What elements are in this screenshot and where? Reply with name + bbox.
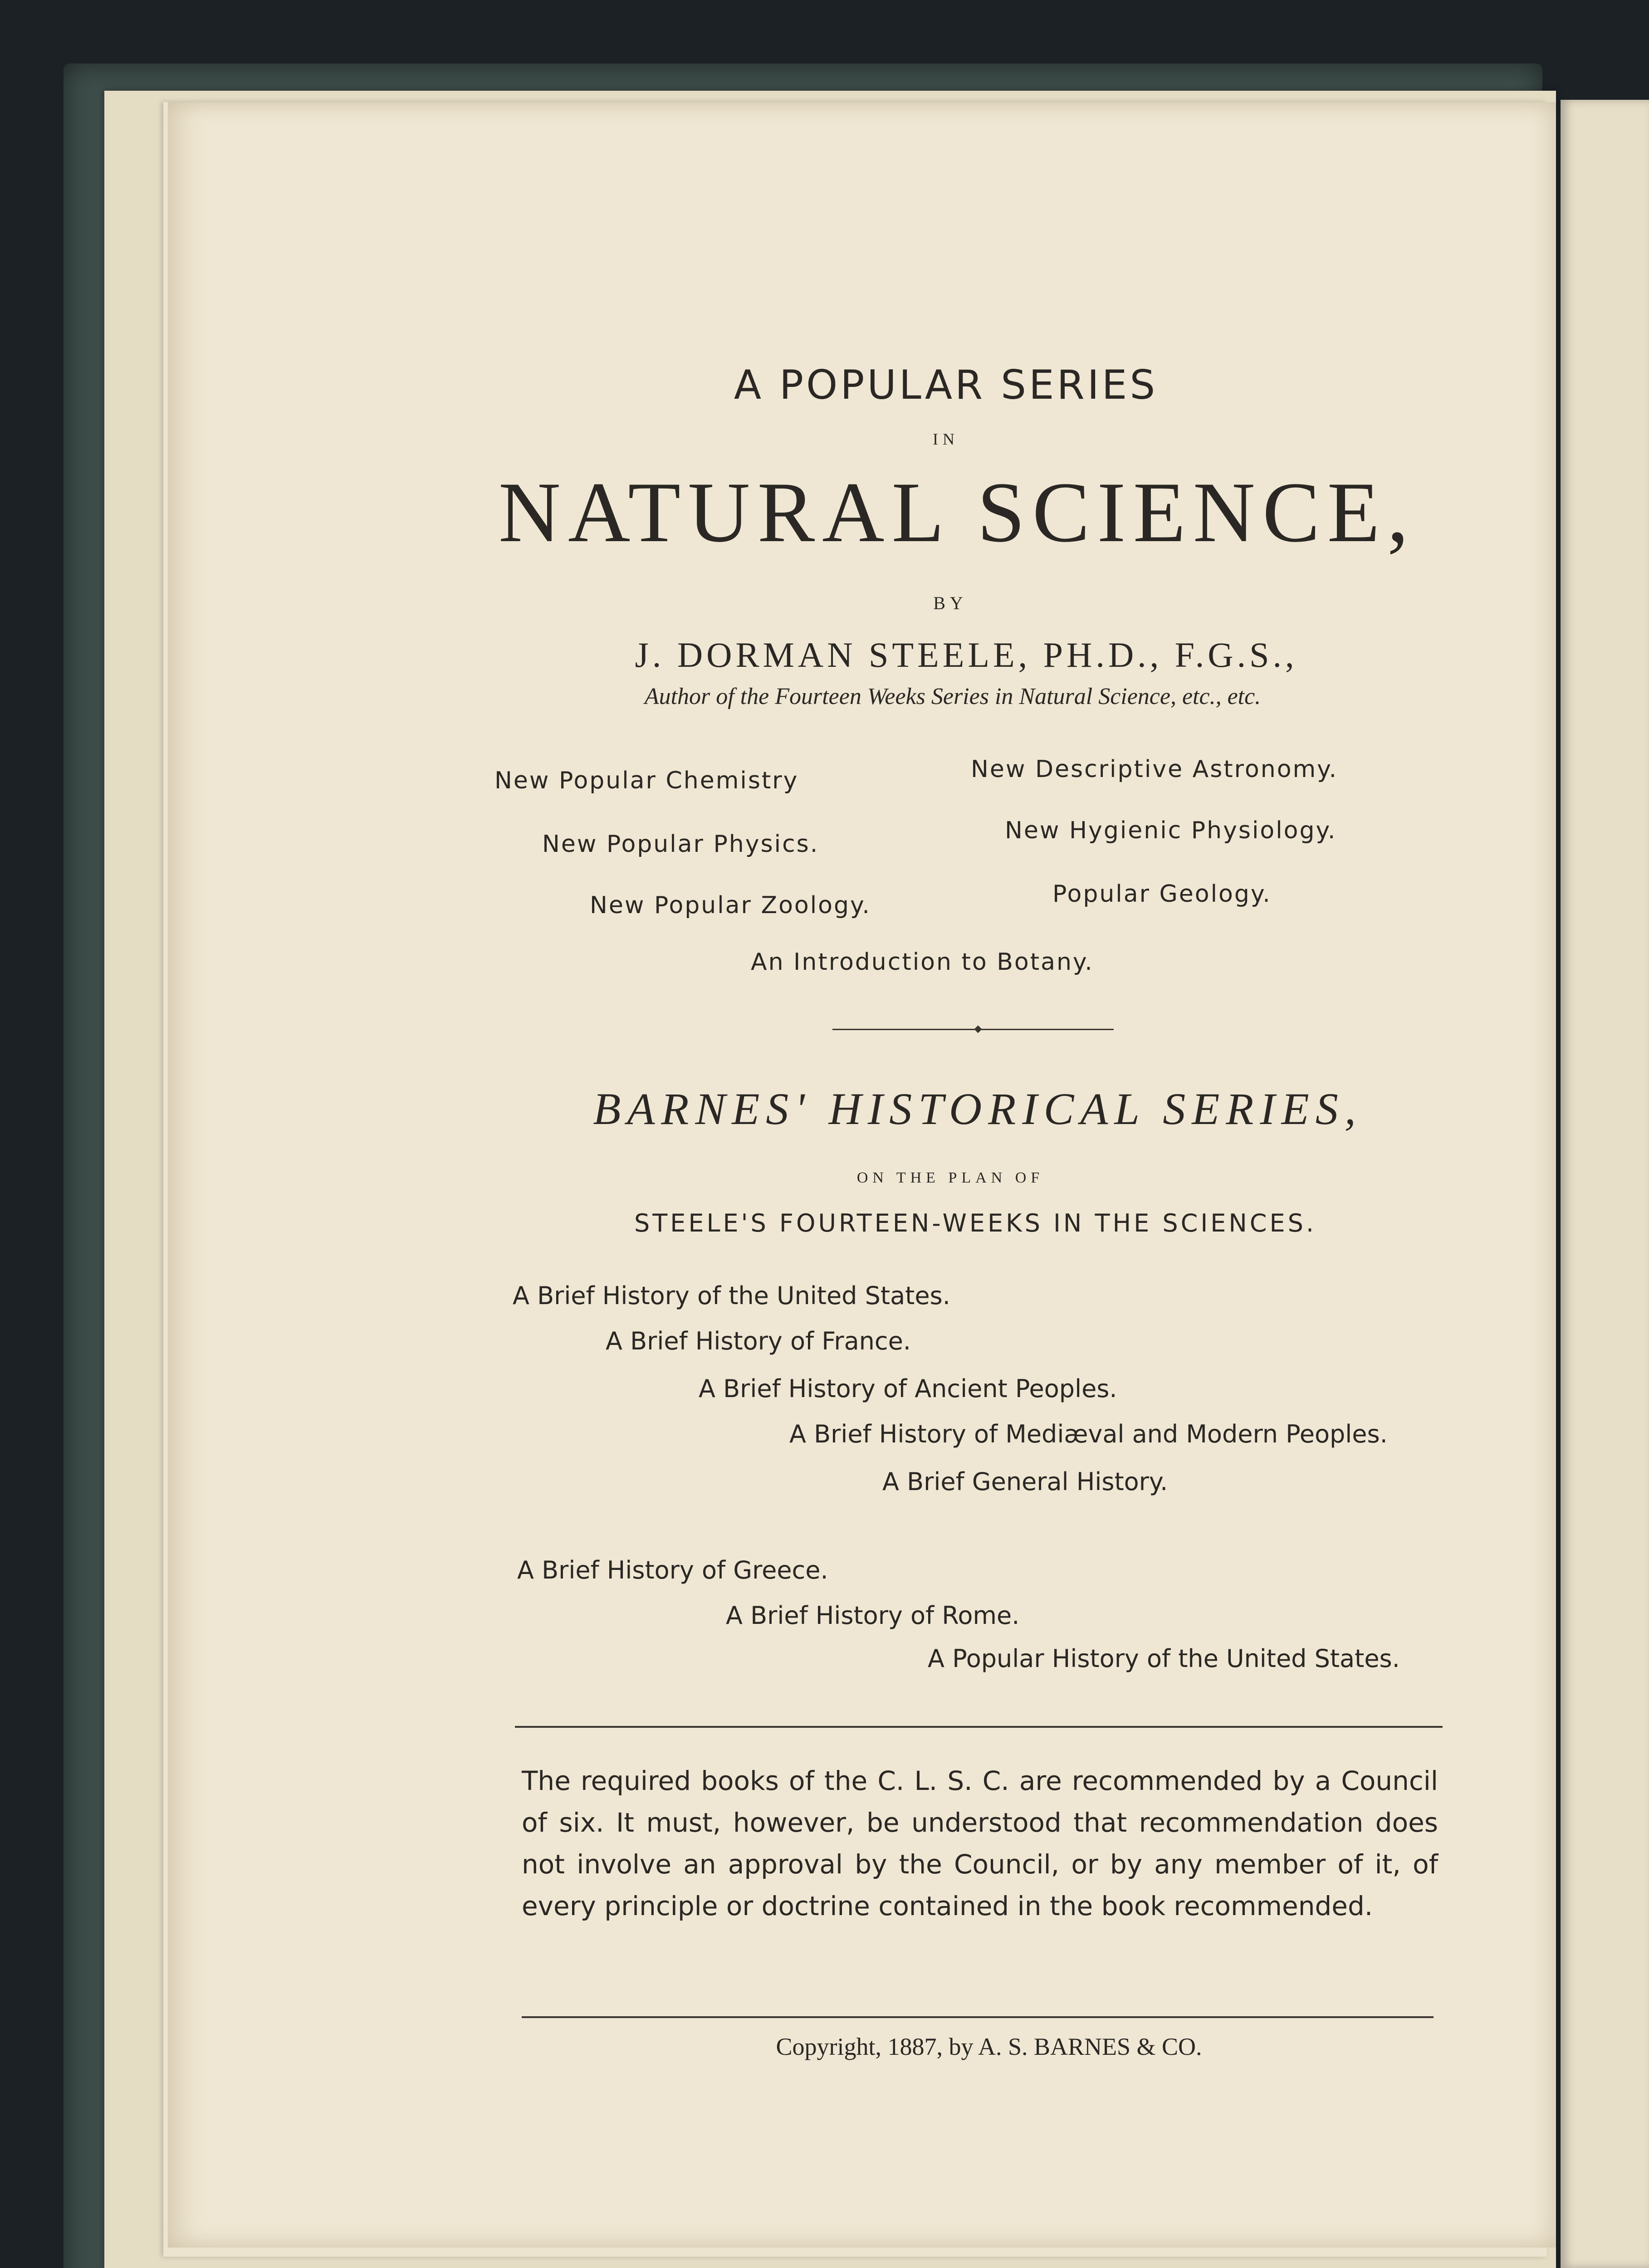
series-heading-top: A POPULAR SERIES bbox=[734, 362, 1158, 408]
history-book-item: A Popular History of the United States. bbox=[928, 1644, 1400, 1673]
series-heading-in: IN bbox=[933, 430, 959, 448]
book-item: New Hygienic Physiology. bbox=[1005, 817, 1337, 844]
book-item: New Popular Chemistry bbox=[494, 767, 799, 794]
history-book-item: A Brief History of Ancient Peoples. bbox=[699, 1374, 1117, 1403]
book-item: New Popular Zoology. bbox=[590, 892, 871, 919]
ornament-rule bbox=[832, 1029, 1114, 1030]
series-by: BY bbox=[933, 593, 968, 613]
history-book-item: A Brief History of Greece. bbox=[517, 1556, 828, 1584]
historical-subtitle: STEELE'S FOURTEEN-WEEKS IN THE SCIENCES. bbox=[634, 1209, 1317, 1237]
copyright-line: Copyright, 1887, by A. S. BARNES & CO. bbox=[776, 2033, 1202, 2060]
author-name: J. DORMAN STEELE, PH.D., F.G.S., bbox=[635, 635, 1298, 675]
series-main-title: NATURAL SCIENCE, bbox=[498, 465, 1416, 560]
author-note: Author of the Fourteen Weeks Series in Natural Science, etc., etc. bbox=[644, 684, 1261, 709]
book-item: New Popular Physics. bbox=[542, 831, 819, 858]
book-item: An Introduction to Botany. bbox=[751, 948, 1094, 976]
history-book-item: A Brief History of France. bbox=[606, 1327, 911, 1355]
historical-plan: ON THE PLAN OF bbox=[856, 1169, 1044, 1186]
book-item: New Descriptive Astronomy. bbox=[971, 756, 1338, 783]
divider-rule bbox=[522, 2016, 1434, 2018]
historical-series-title: BARNES' HISTORICAL SERIES, bbox=[593, 1084, 1362, 1134]
facing-page-edge bbox=[1561, 100, 1649, 2268]
history-book-item: A Brief History of Mediæval and Modern Peoples. bbox=[789, 1420, 1388, 1448]
history-book-item: A Brief General History. bbox=[882, 1467, 1168, 1496]
history-book-item: A Brief History of Rome. bbox=[726, 1601, 1020, 1630]
book-item: Popular Geology. bbox=[1052, 880, 1272, 908]
history-book-item: A Brief History of the United States. bbox=[513, 1281, 950, 1310]
divider-rule bbox=[515, 1726, 1443, 1728]
notice-paragraph: The required books of the C. L. S. C. are recommended by a Council of six. It must, however, be understood that recommendation does not involve an approval by the Council, or by any member of it, of every principle or doctrine contained in the book recommended. bbox=[522, 1765, 1438, 1921]
